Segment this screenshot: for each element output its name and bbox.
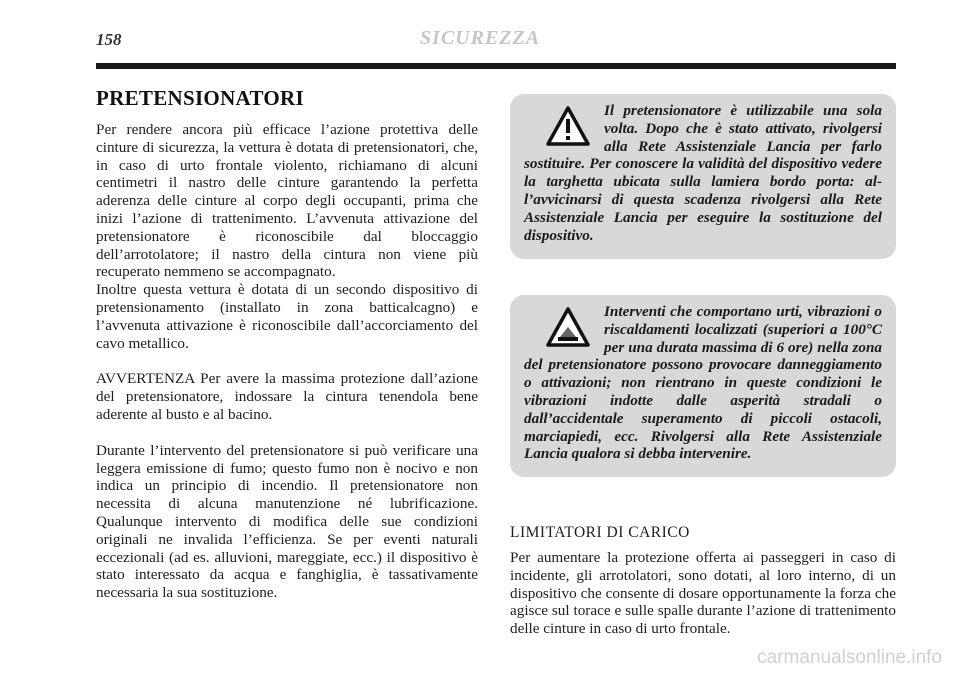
paragraph-intro: Per rendere ancora più efficace l’azione protettiva delle cinture di sicurezza, la vettura è dotata di pretensionatori, che, in caso di urto frontale violento, richiamano di alcuni centimetri il nastro delle cinture garantendo la perfetta aderenza delle cinture al corpo degli occupanti, prima che inizi l’azione di trattenimento. L’avvenuta attivazione del pretensionatore è riconoscibile dal bloccaggio dell’arrotolatore; il nastro della cintura non viene più recuperato nemmeno se accompagnato. <box>96 121 478 281</box>
header-rule <box>96 63 896 69</box>
caution-triangle-icon <box>546 307 590 347</box>
limitatori-heading: LIMITATORI DI CARICO <box>510 524 690 541</box>
paragraph-limitatori: Per aumentare la protezione offerta ai passeggeri in caso di incidente, gli arrotolatori, sono dotati, al loro interno, di un dispositivo che consente di dosare opportunamente la forza che agisce sul torace e sulle spalle durante l’azione di trattenimento delle cinture in caso di urto frontale. <box>510 549 896 638</box>
paragraph-smoke: Durante l’intervento del pretensionatore si può verificare una leggera emissione di fumo; questo fumo non è nocivo e non indica un principio di incendio. Il pretensionatore non necessita di alcuna manutenzione né lubrificazione. Qualunque intervento di modifica delle sue condizioni originali ne invalida l’efficienza. Se per eventi naturali eccezionali (ad es. alluvioni, mareggiate, ecc.) il dispositivo è stato interessato da acqua e fanghiglia, è tassativamente necessaria la sua sostituzione. <box>96 441 478 602</box>
warning-text-single-use: Il pretensionatore è utilizzabile una sola volta. Dopo che è stato attivato, rivolgersi alla Rete Assistenziale Lancia per farlo sostituire. Per conoscere la validità del dispositivo vedere la targhetta ubicata sulla lamiera bordo porta: all’avvicinarsi di questa scadenza rivolgersi alla Rete Assistenziale Lancia per eseguire la sostituzione del dispositivo. <box>524 102 882 244</box>
limitatori-section <box>510 524 896 638</box>
warning-box-heat-vibration <box>510 295 896 477</box>
pretensionatori-section <box>96 86 478 602</box>
page-number: 158 <box>96 30 122 49</box>
paragraph-second-device: Inoltre questa vettura è dotata di un secondo dispositivo di pretensionamento (installato in zona batticalcagno) e l’avvenuta attivazione è riconoscibile dall’accorciamento del cavo metallico. <box>96 281 478 352</box>
section-title: SICUREZZA <box>419 27 541 49</box>
watermark: carmanualsonline.info <box>757 647 942 668</box>
paragraph-avvertenza: AVVERTENZA Per avere la massima protezione dall’azione del pretensionatore, indossare la cintura tenendola bene aderente al busto e al bacino. <box>96 370 478 423</box>
warning-text-heat-vibration: Interventi che comportano urti, vibrazioni o riscaldamenti localizzati (superiori a 100°C per una durata massima di 6 ore) nella zona del pretensionatore possono provocare danneggiamento o attivazioni; non rientrano in queste condizioni le vibrazioni indotte dalle asperità stradali o dall’accidentale superamento di piccoli ostacoli, marciapiedi, ecc. Rivolgersi alla Rete Assistenziale Lancia qualora si debba intervenire. <box>524 303 882 463</box>
warning-box-single-use <box>510 94 896 259</box>
warning-triangle-icon <box>546 106 590 146</box>
pretensionatori-heading: PRETENSIONATORI <box>96 86 304 110</box>
